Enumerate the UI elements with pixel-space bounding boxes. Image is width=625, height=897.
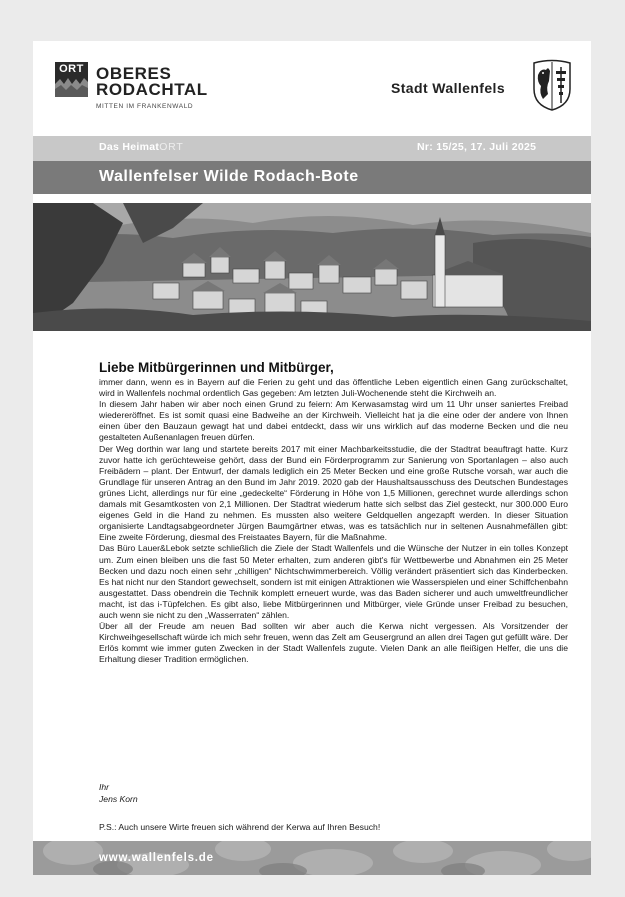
issue-info: Nr: 15/25, 17. Juli 2025 [417, 141, 537, 153]
letter-paragraph: Der Weg dorthin war lang und startete bereits 2017 mit einer Machbarkeitsstudie, die der Stadtrat beauftragt hatte. Kurz zuvor hatte ich gerüchteweise gehört, dass der Bund ein Förderprogramm zur Sanierung von Sportanlagen – also auch Freibädern – plant. Der Entwurf, der damals lediglich ein 25 Meter Becken und eine große Rutsche vorsah, war auch die Grundlage für unseren Antrag an den Bund im Jahr 2019. 2020 gab der Haushaltsausschuss des Deutschen Bundestages grünes Licht, allerdings nur für eine „gedeckelte“ Förderung in Höhe von 1,5 Millionen, gerechnet wurde allerdings schon damals mit Gesamtkosten von 2,1 Millionen. Der Stadtrat wiederum hatte sich selbst das Ziel gesteckt, nur 300.000 Euro eigenes Geld in die Hand zu nehmen. Es mussten also weitere Geldquellen angezapft werden. In dieser Situation organisierte Landtagsabgeordneter Jürgen Baumgärtner etwas, was es tatsächlich nur in seltenen Ausnahmefällen gibt: Eine zweite Förderung, diesmal des Freistaates Bayern, für die Maßnahme. [99, 443, 568, 543]
section-label [99, 141, 184, 153]
brand-name-line2: RODACHTAL [96, 80, 208, 99]
city-name: Stadt Wallenfels [391, 80, 506, 96]
town-photo [33, 203, 591, 331]
letter-closing: Ihr [99, 782, 110, 792]
coat-of-arms-icon [529, 59, 575, 111]
letter-signature: Jens Korn [99, 794, 138, 804]
ort-badge-label: ORT [59, 63, 84, 75]
letter-paragraph: Über all der Freude am neuen Bad sollten wir aber auch die Kerwa nicht vergessen. Als Vorsitzender der Kirchweihgesellschaft würde ich mich sehr freuen, wenn das Zelt am Geusergrund an allen drei Tagen gut gefüllt wäre. Der Erlös kommt wie immer guten Zwecken in der Stadt Wallenfels zugute. Vielen Dank an alle fleißigen Helfer, die uns die Erhaltung dieser Tradition ermöglichen. [99, 621, 568, 665]
section-label-suffix: ORT [159, 141, 184, 153]
letter-paragraph: In diesem Jahr haben wir aber noch einen Grund zu feiern: Am Kerwasamstag wird um 11 Uhr unser saniertes Freibad wiedereröffnet. Es ist somit quasi eine Badweihe an der Kirchweih. Vielleicht hat ja die eine oder der andere von Ihnen einen über den Bauzaun gewagt hat und dabei entdeckt, dass wir uns wirklich auf das moderne Becken und die neu gestalteten Außenanlagen freuen dürfen. [99, 399, 568, 443]
salutation: Liebe Mitbürgerinnen und Mitbürger, [99, 360, 334, 375]
postscript: P.S.: Auch unsere Wirte freuen sich während der Kerwa auf Ihren Besuch! [99, 822, 381, 832]
hills-icon [55, 76, 88, 97]
ort-badge [55, 62, 88, 97]
website-link[interactable]: www.wallenfels.de [99, 852, 214, 864]
section-label-prefix: Das Heimat [99, 141, 160, 153]
masthead-title: Wallenfelser Wilde Rodach-Bote [99, 168, 359, 185]
brand-tagline: MITTEN IM FRANKENWALD [96, 103, 194, 110]
brand-name-line1: OBERES [96, 64, 172, 83]
letter-paragraph: immer dann, wenn es in Bayern auf die Ferien zu geht und das öffentliche Leben eigentlich einen Gang zurückschaltet, wird in Wallenfels nochmal ordentlich Gas gegeben: Am letzten Juli-Wochenende steht die Kirchweih an. [99, 377, 568, 399]
letter-body [99, 377, 568, 665]
letter-paragraph: Das Büro Lauer&Lebok setzte schließlich die Ziele der Stadt Wallenfels und die Wünsche der Nutzer in ein tolles Konzept um. Zum einen bleiben uns die fast 50 Meter erhalten, zum anderen gibt's für Wettbewerbe und Abnahmen ein 25 Meter Becken und dazu noch einen sehr „chilligen“ Nichtschwimmerbereich. Völlig verändert präsentiert sich das Kinderbecken. Es hat nicht nur den Standort gewechselt, sondern ist mit einigen Attraktionen wie Wasserspielen und einer Schiffchenbahn ausgestattet. Dass obendrein die Technik komplett erneuert wurde, was das Baden sicherer und auch umweltfreundlicher macht, ist das i-Tüpfelchen. Es gibt also, liebe Mitbürgerinnen und Mitbürger, viele Gründe unser Freibad zu besuchen, auch wenn sie nicht zu den „Wasserraten“ zählen. [99, 543, 568, 620]
newsletter-page [33, 41, 591, 875]
oberes-rodachtal-logo [55, 62, 225, 118]
